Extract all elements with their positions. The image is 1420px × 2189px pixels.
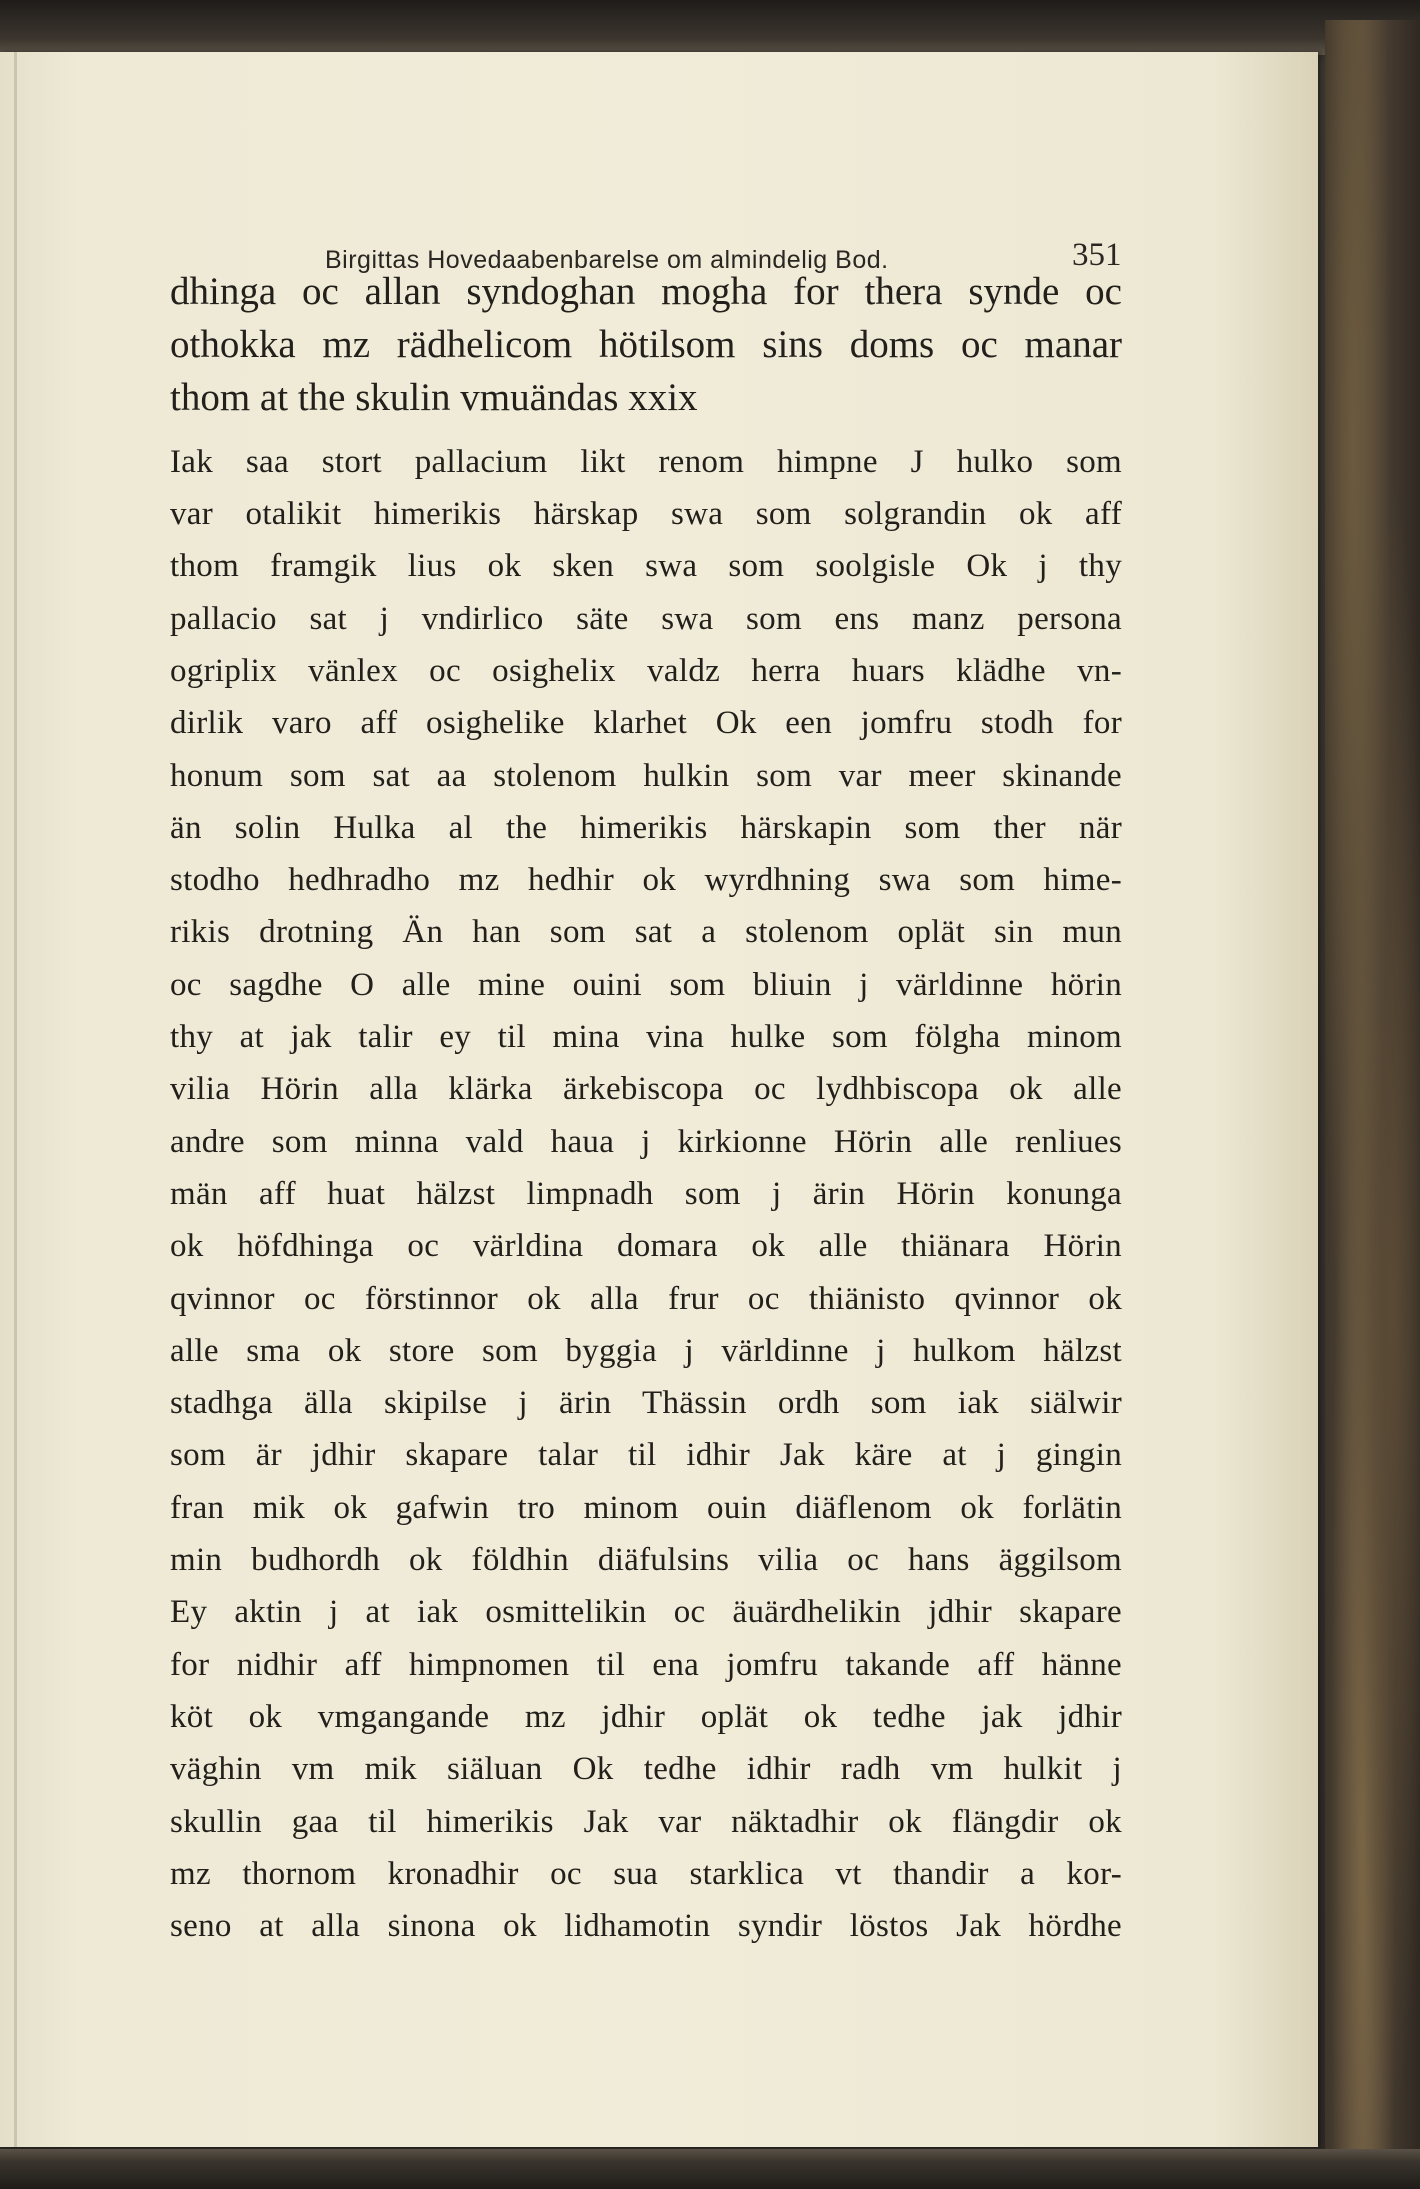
text-line: thom framgik lius ok sken swa som soolgisle Ok j thy — [170, 548, 1122, 584]
marbled-book-board — [1325, 20, 1420, 2160]
text-line: seno at alla sinona ok lidhamotin syndir löstos Jak hördhe — [170, 1908, 1122, 1944]
text-line: vilia Hörin alla klärka ärkebiscopa oc lydhbiscopa ok alle — [170, 1071, 1122, 1107]
text-line: stadhga älla skipilse j ärin Thässin ordh som iak siälwir — [170, 1385, 1122, 1421]
text-line: othokka mz rädhelicom hötilsom sins doms oc manar — [170, 323, 1122, 366]
book-page — [0, 52, 1318, 2147]
text-line: var otalikit himerikis härskap swa som solgrandin ok aff — [170, 496, 1122, 532]
text-line: Ey aktin j at iak osmittelikin oc äuärdhelikin jdhir skapare — [170, 1594, 1122, 1630]
text-line: fran mik ok gafwin tro minom ouin diäflenom ok forlätin — [170, 1490, 1122, 1526]
text-line: rikis drotning Än han som sat a stolenom oplät sin mun — [170, 914, 1122, 950]
text-line: dhinga oc allan syndoghan mogha for thera synde oc — [170, 270, 1122, 313]
text-line: min budhordh ok földhin diäfulsins vilia oc hans äggilsom — [170, 1542, 1122, 1578]
bottom-scan-edge — [0, 2149, 1420, 2189]
text-line: for nidhir aff himpnomen til ena jomfru takande aff hänne — [170, 1647, 1122, 1683]
text-line: mz thornom kronadhir oc sua starklica vt thandir a kor- — [170, 1856, 1122, 1892]
text-line: qvinnor oc förstinnor ok alla frur oc thiänisto qvinnor ok — [170, 1281, 1122, 1317]
running-title: Birgittas Hovedaabenbarelse om almindelig Bod. — [325, 246, 889, 274]
text-line: stodho hedhradho mz hedhir ok wyrdhning swa som hime- — [170, 862, 1122, 898]
text-line: köt ok vmgangande mz jdhir oplät ok tedhe jak jdhir — [170, 1699, 1122, 1735]
body-text — [0, 52, 1318, 2147]
text-line: andre som minna vald haua j kirkionne Hörin alle renliues — [170, 1124, 1122, 1160]
text-line: alle sma ok store som byggia j världinne j hulkom hälzst — [170, 1333, 1122, 1369]
text-line: honum som sat aa stolenom hulkin som var meer skinande — [170, 758, 1122, 794]
text-line: thom at the skulin vmuändas xxix — [170, 376, 698, 419]
text-line: ogriplix vänlex oc osighelix valdz herra huars klädhe vn- — [170, 653, 1122, 689]
text-line: män aff huat hälzst limpnadh som j ärin Hörin konunga — [170, 1176, 1122, 1212]
text-line: pallacio sat j vndirlico säte swa som ens manz persona — [170, 601, 1122, 637]
text-line: ok höfdhinga oc världina domara ok alle thiänara Hörin — [170, 1228, 1122, 1264]
text-line: dirlik varo aff osighelike klarhet Ok een jomfru stodh for — [170, 705, 1122, 741]
text-line: än solin Hulka al the himerikis härskapin som ther när — [170, 810, 1122, 846]
text-line: skullin gaa til himerikis Jak var näktadhir ok flängdir ok — [170, 1804, 1122, 1840]
text-line: oc sagdhe O alle mine ouini som bliuin j världinne hörin — [170, 967, 1122, 1003]
page-number: 351 — [1072, 237, 1122, 273]
text-line: Iak saa stort pallacium likt renom himpne J hulko som — [170, 444, 1122, 480]
text-line: väghin vm mik siäluan Ok tedhe idhir radh vm hulkit j — [170, 1751, 1122, 1787]
top-scan-edge — [0, 0, 1420, 55]
text-line: som är jdhir skapare talar til idhir Jak käre at j gingin — [170, 1437, 1122, 1473]
text-line: thy at jak talir ey til mina vina hulke som fölgha minom — [170, 1019, 1122, 1055]
